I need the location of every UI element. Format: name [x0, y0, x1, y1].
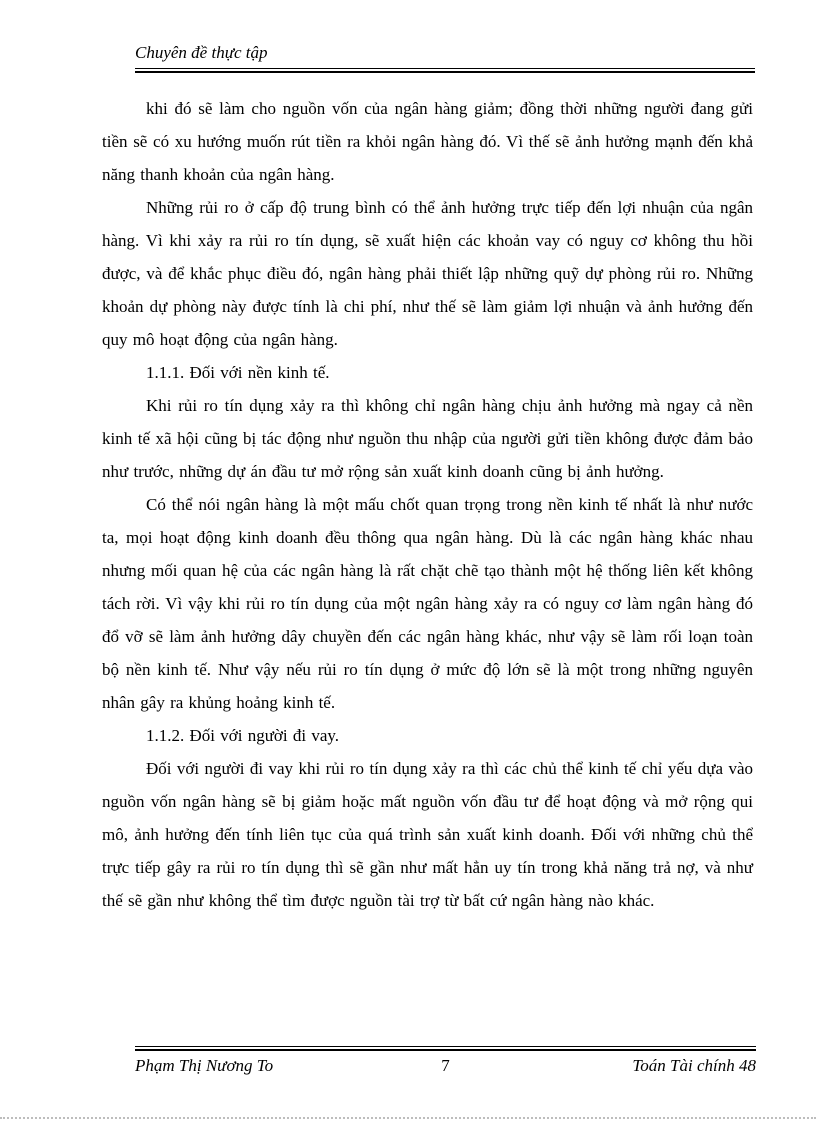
section-heading: 1.1.1. Đối với nền kinh tế.	[146, 363, 330, 382]
paragraph: Những rủi ro ở cấp độ trung bình có thể ảnh hưởng trực tiếp đến lợi nhuận của ngân hàng. Vì khi xảy ra rủi ro tín dụng, sẽ xuất hiện các khoản vay có nguy cơ không thu hồi được, và để khắc phục điều đó, ngân hàng phải thiết lập những quỹ dự phòng rủi ro. Những khoản dự phòng này được tính là chi phí, như thế sẽ làm giảm lợi nhuận và ảnh hưởng đến quy mô hoạt động của ngân hàng.	[102, 198, 753, 349]
document-body	[102, 92, 753, 917]
page-footer	[135, 1046, 756, 1076]
footer-class-name: Toán Tài chính 48	[632, 1056, 756, 1075]
header-rule-thick	[135, 71, 755, 73]
paragraph: khi đó sẽ làm cho nguồn vốn của ngân hàng giảm; đồng thời những người đang gửi tiền sẽ có xu hướng muốn rút tiền ra khỏi ngân hàng đó. Vì thế sẽ ảnh hưởng mạnh đến khả năng thanh khoản của ngân hàng.	[102, 99, 753, 184]
page-header	[135, 42, 755, 73]
paragraph: Có thể nói ngân hàng là một mấu chốt quan trọng trong nền kinh tế nhất là như nước ta, mọi hoạt động kinh doanh đều thông qua ngân hàng. Dù là các ngân hàng khác nhau nhưng mối quan hệ của các ngân hàng là rất chặt chẽ tạo thành một hệ thống liên kết không tách rời. Vì vậy khi rủi ro tín dụng của một ngân hàng xảy ra có nguy cơ làm ngân hàng đó đổ vỡ sẽ làm ảnh hưởng dây chuyền đến các ngân hàng khác, như vậy sẽ làm rối loạn toàn bộ nền kinh tế. Như vậy nếu rủi ro tín dụng ở mức độ lớn sẽ là một trong những nguyên nhân gây ra khủng hoảng kinh tế.	[102, 495, 753, 712]
paragraph: Khi rủi ro tín dụng xảy ra thì không chỉ ngân hàng chịu ảnh hưởng mà ngay cả nền kinh tế xã hội cũng bị tác động như nguồn thu nhập của người gửi tiền không được đảm bảo như trước, những dự án đầu tư mở rộng sản xuất kinh doanh cũng bị ảnh hưởng.	[102, 396, 753, 481]
section-heading: 1.1.2. Đối với người đi vay.	[146, 726, 340, 745]
footer-page-number: 7	[441, 1056, 450, 1075]
footer-row	[135, 1051, 756, 1076]
header-title: Chuyên đề thực tập	[135, 43, 268, 62]
paragraph: Đối với người đi vay khi rủi ro tín dụng xảy ra thì các chủ thể kinh tế chỉ yếu dựa vào nguồn vốn ngân hàng sẽ bị giảm hoặc mất nguồn vốn đầu tư để hoạt động và mở rộng qui mô, ảnh hưởng đến tính liên tục của quá trình sản xuất kinh doanh. Đối với những chủ thể trực tiếp gây ra rủi ro tín dụng thì sẽ gần như mất hẳn uy tín trong khả năng trả nợ, và như thế sẽ gần như không thể tìm được nguồn tài trợ từ bất cứ ngân hàng nào khác.	[102, 759, 753, 910]
page-bottom-dotted-line	[0, 1117, 816, 1119]
footer-author: Phạm Thị Nương To	[135, 1056, 274, 1075]
